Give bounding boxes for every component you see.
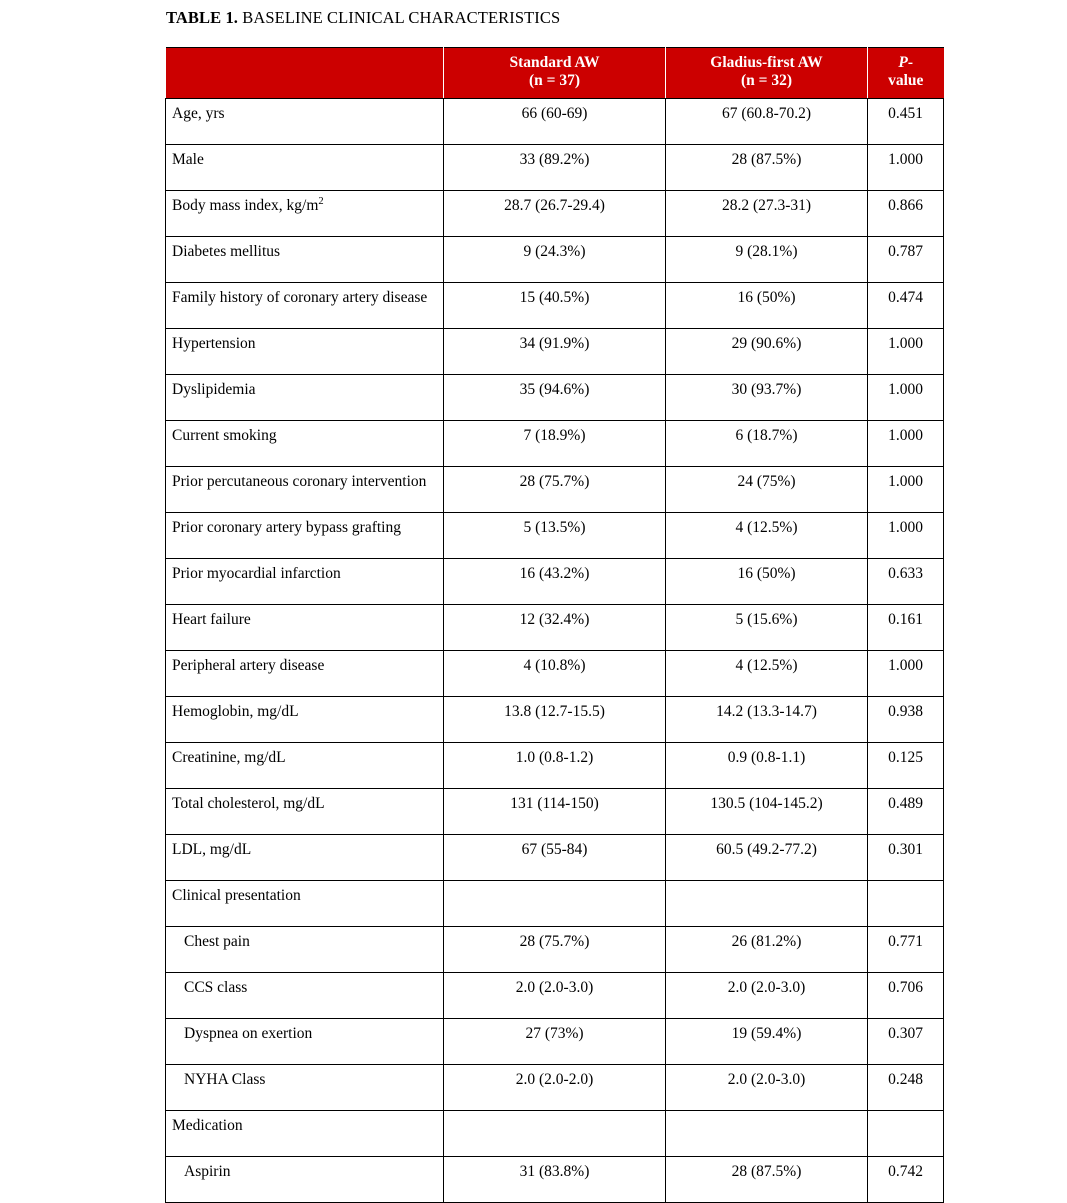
row-gladius-value-cell [666,1110,868,1156]
row-gladius-value-cell: 29 (90.6%) [666,328,868,374]
row-p-value-cell: 0.771 [868,926,944,972]
row-p-value-cell: 0.787 [868,236,944,282]
row-label-cell: Dyspnea on exertion [166,1018,444,1064]
row-label-cell: Current smoking [166,420,444,466]
column-header-p-value [868,48,944,99]
row-p-value-cell: 0.125 [868,742,944,788]
row-label-cell: Chest pain [166,926,444,972]
row-standard-value-cell: 31 (83.8%) [444,1156,666,1202]
row-p-value-cell: 0.248 [868,1064,944,1110]
row-standard-value-cell: 12 (32.4%) [444,604,666,650]
row-p-value-cell: 1.000 [868,328,944,374]
row-standard-value-cell: 13.8 (12.7-15.5) [444,696,666,742]
table-caption-label: TABLE 1. [166,8,239,27]
row-label-cell: Prior coronary artery bypass grafting [166,512,444,558]
row-standard-value-cell: 4 (10.8%) [444,650,666,696]
row-label-cell: Clinical presentation [166,880,444,926]
table-row [166,788,944,834]
row-label-cell: Aspirin [166,1156,444,1202]
table-row [166,374,944,420]
row-p-value-cell [868,1110,944,1156]
row-standard-value-cell: 33 (89.2%) [444,144,666,190]
row-label-cell: LDL, mg/dL [166,834,444,880]
row-label-cell: Diabetes mellitus [166,236,444,282]
row-label-cell: CCS class [166,972,444,1018]
row-gladius-value-cell: 28 (87.5%) [666,144,868,190]
table-caption-text: BASELINE CLINICAL CHARACTERISTICS [238,8,561,27]
table-caption [166,8,560,28]
row-standard-value-cell: 28.7 (26.7-29.4) [444,190,666,236]
row-label-cell: Total cholesterol, mg/dL [166,788,444,834]
row-label-cell: Dyslipidemia [166,374,444,420]
table-row [166,834,944,880]
row-p-value-cell: 1.000 [868,650,944,696]
table-row [166,880,944,926]
row-gladius-value-cell: 60.5 (49.2-77.2) [666,834,868,880]
row-standard-value-cell: 34 (91.9%) [444,328,666,374]
row-gladius-value-cell: 2.0 (2.0-3.0) [666,1064,868,1110]
row-p-value-cell: 0.451 [868,98,944,144]
table-row [166,420,944,466]
row-standard-value-cell: 66 (60-69) [444,98,666,144]
table-header-row [166,48,944,99]
row-label-text: Body mass index, kg/m [172,196,319,214]
row-standard-value-cell: 7 (18.9%) [444,420,666,466]
row-gladius-value-cell: 16 (50%) [666,282,868,328]
table-row [166,558,944,604]
row-gladius-value-cell: 130.5 (104-145.2) [666,788,868,834]
row-label-cell: NYHA Class [166,1064,444,1110]
table-row [166,1064,944,1110]
row-standard-value-cell: 16 (43.2%) [444,558,666,604]
table-row [166,1156,944,1202]
column-header-gladius-first-aw-line2: (n = 32) [740,72,793,90]
row-standard-value-cell: 2.0 (2.0-2.0) [444,1064,666,1110]
row-p-value-cell: 1.000 [868,512,944,558]
column-header-gladius-first-aw-line1: Gladius-first AW [710,54,823,71]
row-p-value-cell: 0.706 [868,972,944,1018]
row-gladius-value-cell: 4 (12.5%) [666,650,868,696]
row-label-cell: Prior myocardial infarction [166,558,444,604]
row-p-value-cell: 0.301 [868,834,944,880]
row-standard-value-cell: 131 (114-150) [444,788,666,834]
row-p-value-cell: 0.161 [868,604,944,650]
row-standard-value-cell: 28 (75.7%) [444,466,666,512]
row-standard-value-cell: 9 (24.3%) [444,236,666,282]
row-gladius-value-cell: 30 (93.7%) [666,374,868,420]
table-row [166,98,944,144]
row-gladius-value-cell: 14.2 (13.3-14.7) [666,696,868,742]
row-standard-value-cell: 15 (40.5%) [444,282,666,328]
column-header-p-value-line2: value [888,72,924,90]
row-p-value-cell: 1.000 [868,466,944,512]
table-row [166,190,944,236]
table-row [166,1110,944,1156]
row-p-value-cell: 0.489 [868,788,944,834]
row-p-value-cell: 1.000 [868,374,944,420]
row-standard-value-cell: 1.0 (0.8-1.2) [444,742,666,788]
row-label-cell: Family history of coronary artery disease [166,282,444,328]
baseline-characteristics-table-wrapper [165,47,943,1203]
row-p-value-cell: 1.000 [868,420,944,466]
row-standard-value-cell: 2.0 (2.0-3.0) [444,972,666,1018]
row-label-superscript: 2 [318,195,324,207]
table-row [166,696,944,742]
row-label-cell [166,190,444,236]
row-gladius-value-cell: 9 (28.1%) [666,236,868,282]
row-label-cell: Creatinine, mg/dL [166,742,444,788]
row-p-value-cell: 0.474 [868,282,944,328]
row-p-value-cell [868,880,944,926]
row-label-cell: Medication [166,1110,444,1156]
row-gladius-value-cell: 28 (87.5%) [666,1156,868,1202]
table-row [166,972,944,1018]
row-label-cell: Hypertension [166,328,444,374]
table-row [166,282,944,328]
table-row [166,466,944,512]
row-p-value-cell: 0.866 [868,190,944,236]
row-standard-value-cell: 35 (94.6%) [444,374,666,420]
row-label-cell: Prior percutaneous coronary intervention [166,466,444,512]
row-p-value-cell: 0.742 [868,1156,944,1202]
row-p-value-cell: 1.000 [868,144,944,190]
table-row [166,1018,944,1064]
table-body [166,98,944,1202]
table-row [166,926,944,972]
row-gladius-value-cell: 5 (15.6%) [666,604,868,650]
row-standard-value-cell: 5 (13.5%) [444,512,666,558]
table-row [166,604,944,650]
row-standard-value-cell: 67 (55-84) [444,834,666,880]
table-row [166,650,944,696]
column-header-variable [166,48,444,99]
row-standard-value-cell [444,1110,666,1156]
row-p-value-cell: 0.938 [868,696,944,742]
row-gladius-value-cell [666,880,868,926]
row-label-cell: Hemoglobin, mg/dL [166,696,444,742]
table-row [166,236,944,282]
row-gladius-value-cell: 0.9 (0.8-1.1) [666,742,868,788]
table-row [166,144,944,190]
row-standard-value-cell: 27 (73%) [444,1018,666,1064]
row-label-cell: Peripheral artery disease [166,650,444,696]
row-p-value-cell: 0.307 [868,1018,944,1064]
row-standard-value-cell [444,880,666,926]
column-header-standard-aw-line1: Standard AW [509,54,600,71]
row-label-cell: Age, yrs [166,98,444,144]
row-gladius-value-cell: 28.2 (27.3-31) [666,190,868,236]
row-gladius-value-cell: 26 (81.2%) [666,926,868,972]
column-header-gladius-first-aw [666,48,868,99]
row-label-cell: Male [166,144,444,190]
row-gladius-value-cell: 67 (60.8-70.2) [666,98,868,144]
row-gladius-value-cell: 24 (75%) [666,466,868,512]
row-p-value-cell: 0.633 [868,558,944,604]
row-gladius-value-cell: 4 (12.5%) [666,512,868,558]
row-gladius-value-cell: 19 (59.4%) [666,1018,868,1064]
row-standard-value-cell: 28 (75.7%) [444,926,666,972]
row-gladius-value-cell: 16 (50%) [666,558,868,604]
column-header-standard-aw-line2: (n = 37) [528,72,581,90]
column-header-standard-aw [444,48,666,99]
table-row [166,742,944,788]
table-row [166,328,944,374]
column-header-p-value-line1: P- [898,54,914,71]
p-italic-glyph: P [898,54,908,71]
baseline-characteristics-table [165,47,944,1203]
row-gladius-value-cell: 6 (18.7%) [666,420,868,466]
row-label-cell: Heart failure [166,604,444,650]
row-gladius-value-cell: 2.0 (2.0-3.0) [666,972,868,1018]
table-row [166,512,944,558]
table-header [166,48,944,99]
